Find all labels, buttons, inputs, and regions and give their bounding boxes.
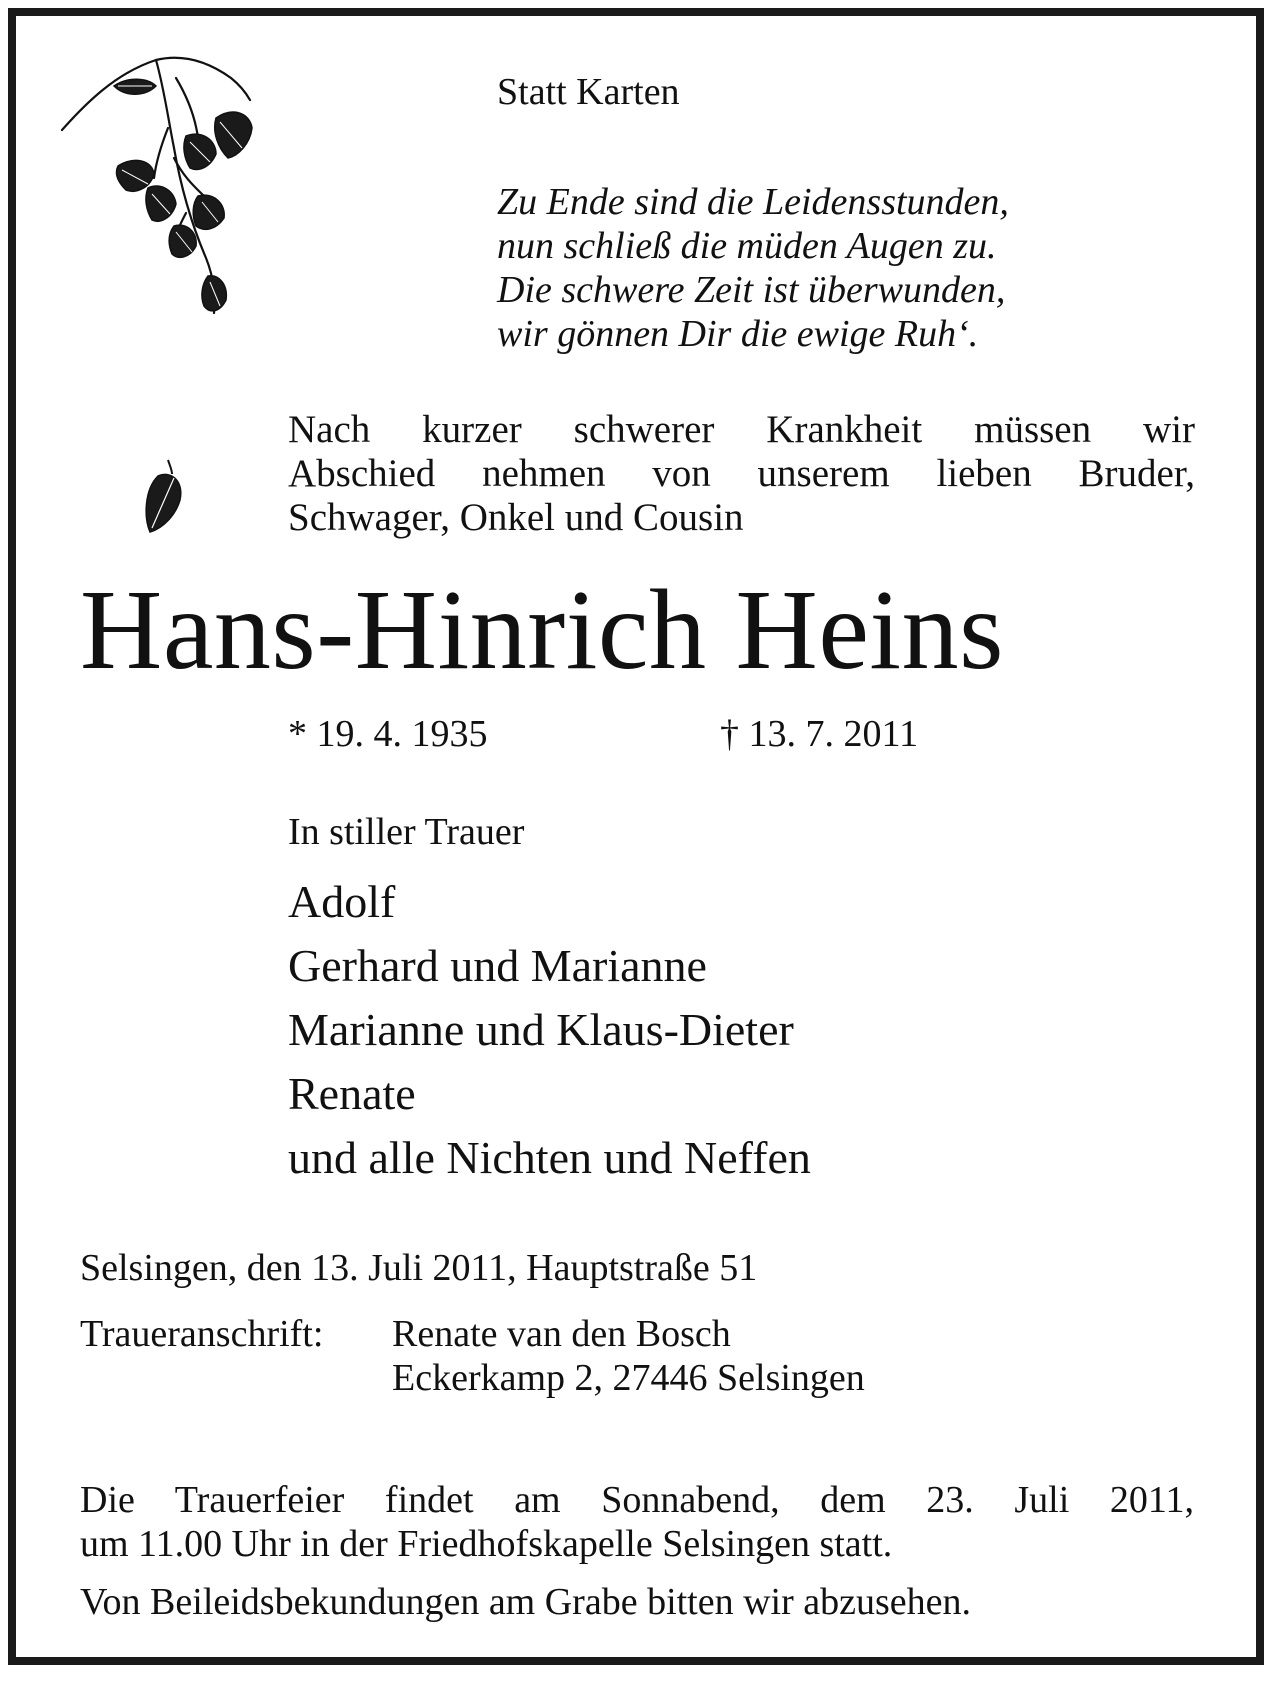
intro-line: Nach kurzer schwerer Krankheit müssen wir <box>288 408 1195 451</box>
poem-line: Die schwere Zeit ist überwunden, <box>497 269 1006 311</box>
condolence-note: Von Beileidsbekundungen am Grabe bitten wir abzusehen. <box>80 1581 972 1623</box>
address-label: Traueranschrift: <box>80 1313 324 1355</box>
intro-text <box>288 408 1195 540</box>
intro-line: Schwager, Onkel und Cousin <box>288 496 744 539</box>
funeral-line: um 11.00 Uhr in der Friedhofskapelle Selsingen statt. <box>80 1523 893 1565</box>
deceased-name: Hans-Hinrich Heins <box>80 566 1004 693</box>
poem-line: nun schließ die müden Augen zu. <box>497 225 997 267</box>
falling-leaf-icon <box>140 456 190 536</box>
mourner-name: Gerhard und Marianne <box>288 940 707 991</box>
mourners-list <box>288 870 811 1190</box>
poem-line: Zu Ende sind die Leidensstunden, <box>497 181 1009 223</box>
place-date: Selsingen, den 13. Juli 2011, Hauptstraße 51 <box>80 1247 758 1289</box>
mourner-name: Adolf <box>288 876 396 927</box>
death-date: † 13. 7. 2011 <box>720 713 919 755</box>
address-line: Renate van den Bosch <box>392 1313 731 1355</box>
funeral-notice <box>80 1478 1194 1566</box>
mourner-name: Renate <box>288 1068 416 1119</box>
mourner-name: Marianne und Klaus-Dieter <box>288 1004 794 1055</box>
mourning-address <box>392 1312 865 1400</box>
intro-line: Abschied nehmen von unserem lieben Bruder, <box>288 452 1195 495</box>
poem <box>497 180 1009 356</box>
statt-karten-label: Statt Karten <box>497 71 680 113</box>
funeral-line: Die Trauerfeier findet am Sonnabend, dem 23. Juli 2011, <box>80 1479 1194 1521</box>
mourner-name: und alle Nichten und Neffen <box>288 1132 811 1183</box>
address-line: Eckerkamp 2, 27446 Selsingen <box>392 1357 865 1399</box>
mourning-heading: In stiller Trauer <box>288 811 525 853</box>
birth-date: * 19. 4. 1935 <box>288 713 488 755</box>
birch-branch-icon <box>56 48 276 368</box>
poem-line: wir gönnen Dir die ewige Ruh‘. <box>497 313 979 355</box>
